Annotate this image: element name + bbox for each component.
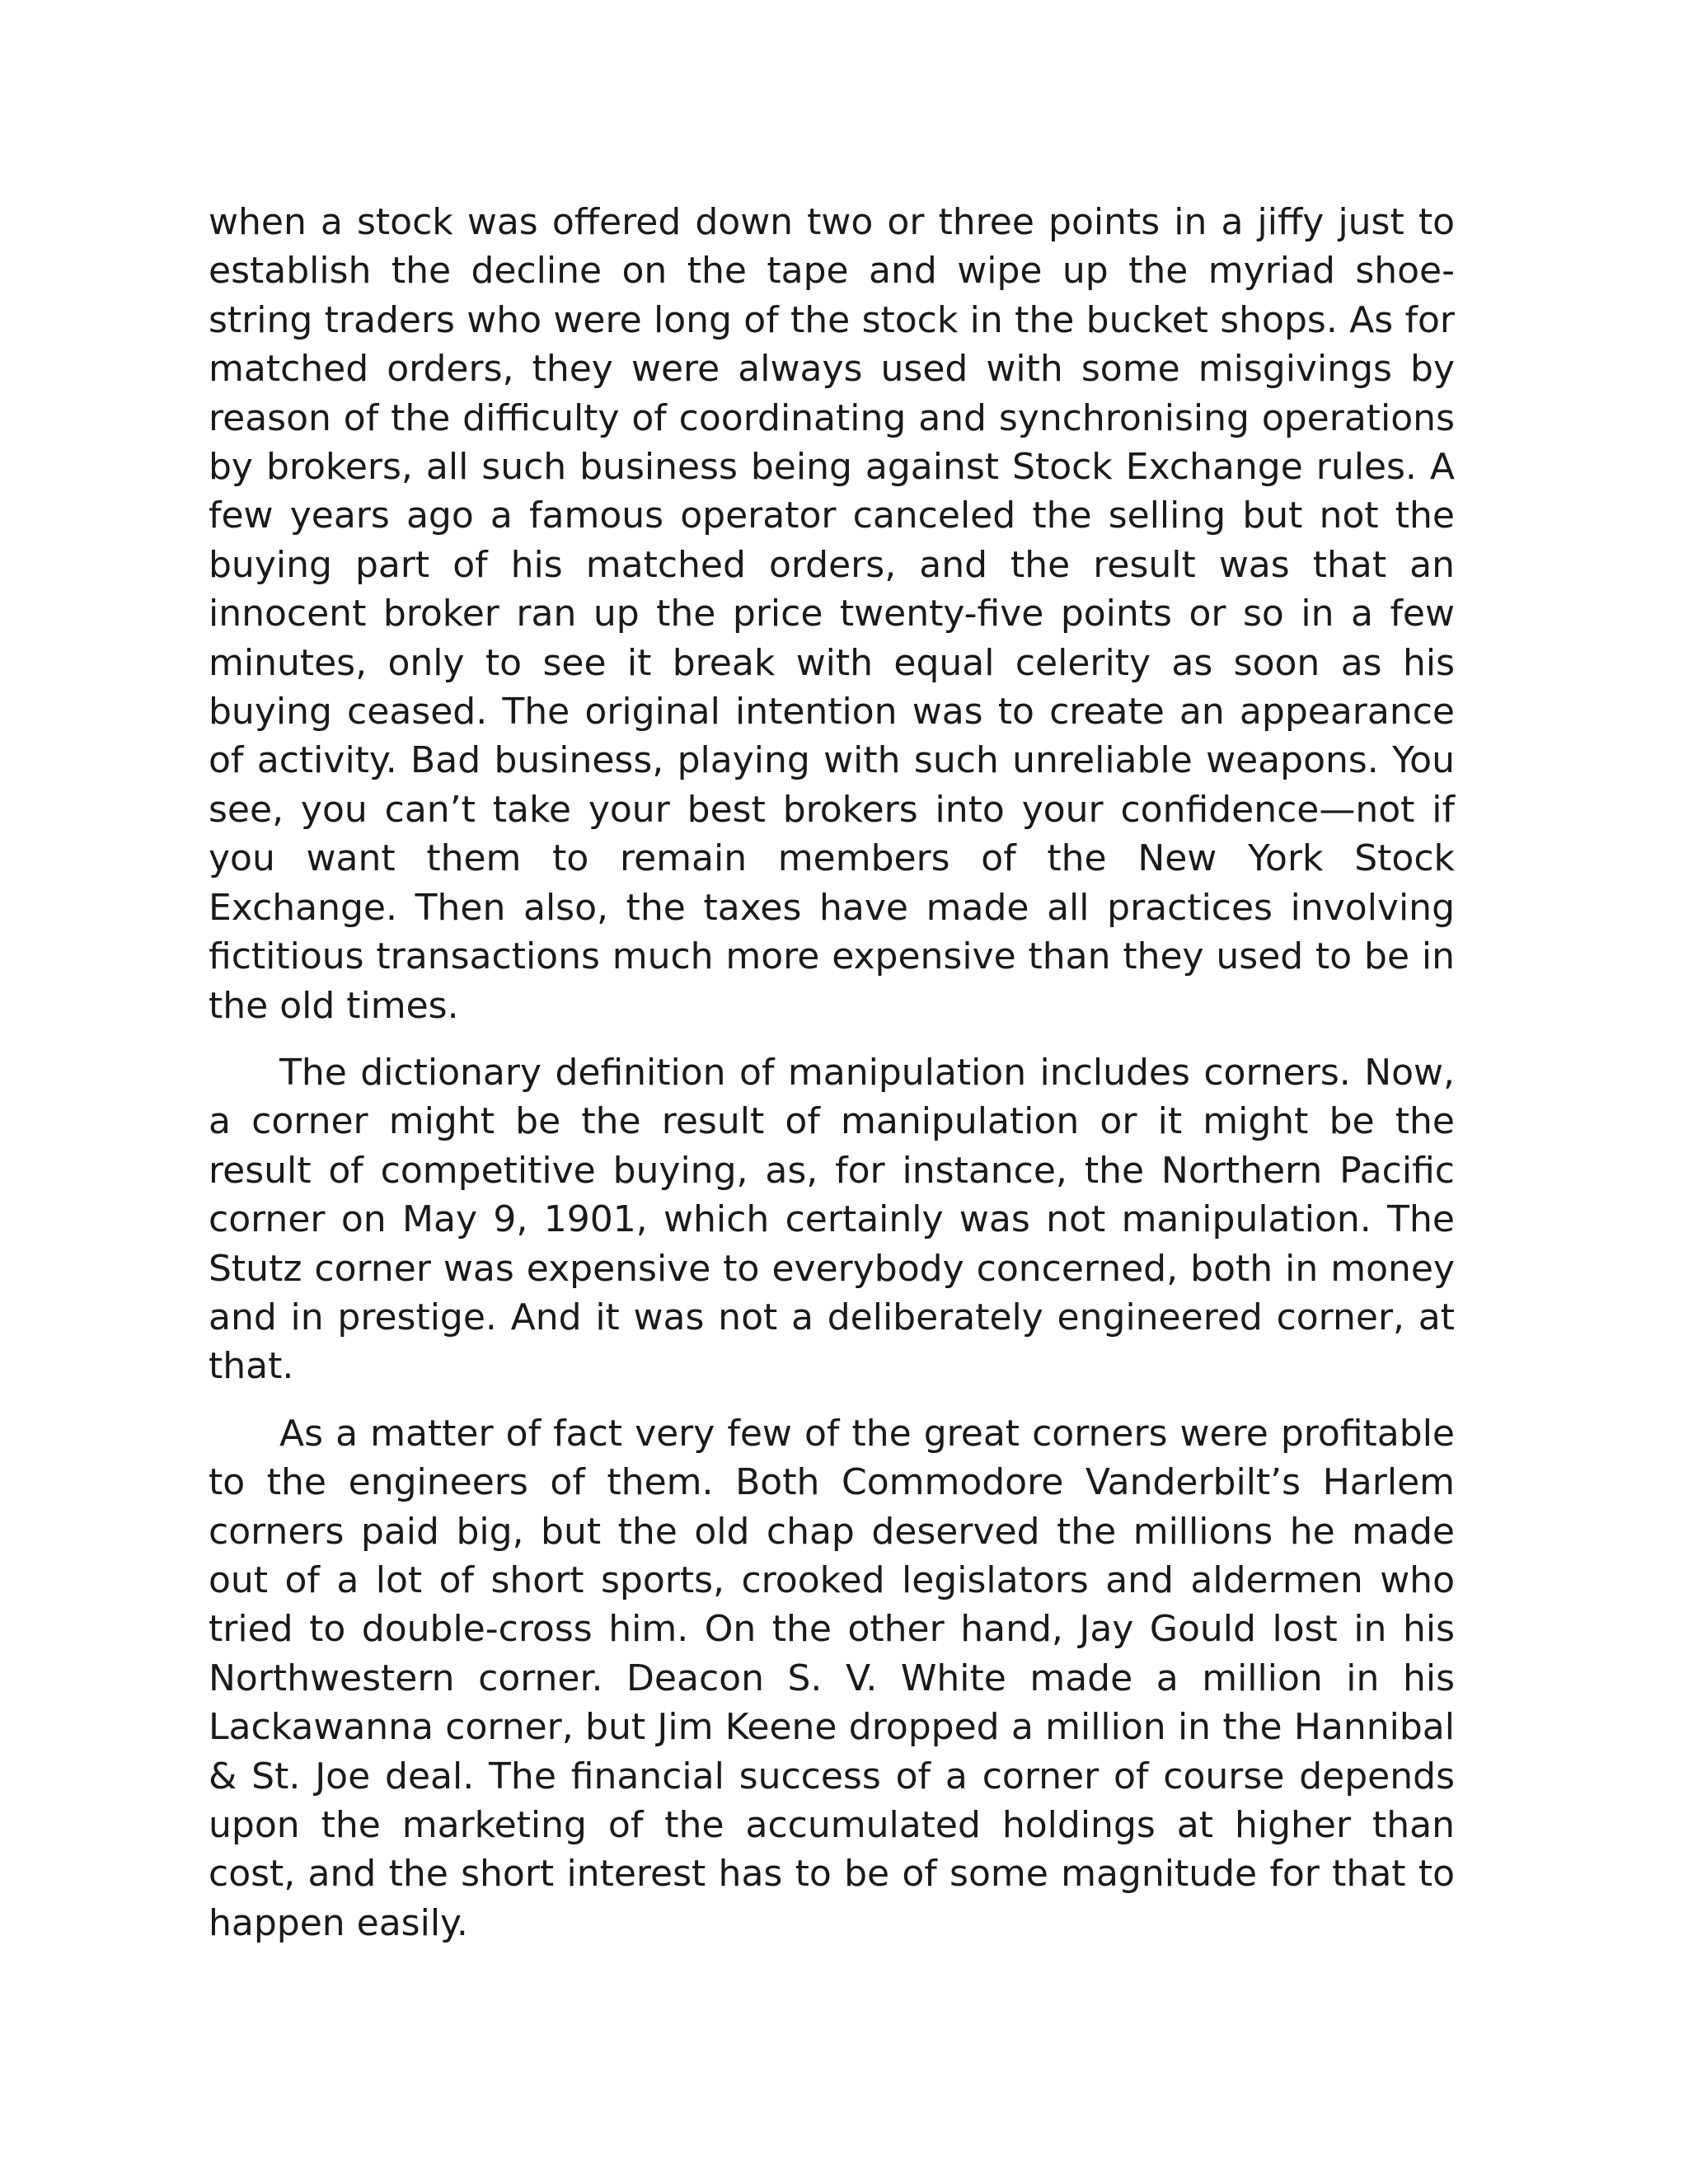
paragraph-continued: when a stock was offered down two or three points in a jiffy just to establish the decline on the tape and wipe up the myriad shoe-string traders who were long of the stock in the bucket shops. As for matched orders, they were always used with some misgivings by reason of the difficulty of coordinating and synchronising operations by brokers, all such business being against Stock Exchange rules. A few years ago a famous operator canceled the selling but not the buying part of his matched orders, and the result was that an innocent broker ran up the price twenty-five points or so in a few minutes, only to see it break with equal celerity as soon as his buying ceased. The original intention was to create an appearance of activity. Bad business, playing with such unreliable weapons. You see, you can’t take your best brokers into your confidence—not if you want them to remain members of the New York Stock Exchange. Then also, the taxes have made all practices involving fictitious transactions much more expensive than they used to be in the old times. <box>209 201 1455 1027</box>
paragraph-corners-definition: The dictionary definition of manipulation includes corners. Now, a corner might be the result of manipulation or it might be the result of competitive buying, as, for instance, the Northern Pacific corner on May 9, 1901, which certainly was not manipulation. The Stutz corner was expensive to everybody concerned, both in money and in prestige. And it was not a deliberately engineered corner, at that. <box>209 1051 1455 1388</box>
page-body <box>209 198 1455 1947</box>
paragraph-great-corners: As a matter of fact very few of the great corners were profitable to the engineers of them. Both Commodore Vanderbilt’s Harlem corners paid big, but the old chap deserved the millions he made out of a lot of short sports, crooked legislators and aldermen who tried to double-cross him. On the other hand, Jay Gould lost in his Northwestern corner. Deacon S. V. White made a million in his Lackawanna corner, but Jim Keene dropped a million in the Hannibal & St. Joe deal. The financial success of a corner of course depends upon the marketing of the accumulated holdings at higher than cost, and the short interest has to be of some magnitude for that to happen easily. <box>209 1412 1455 1944</box>
